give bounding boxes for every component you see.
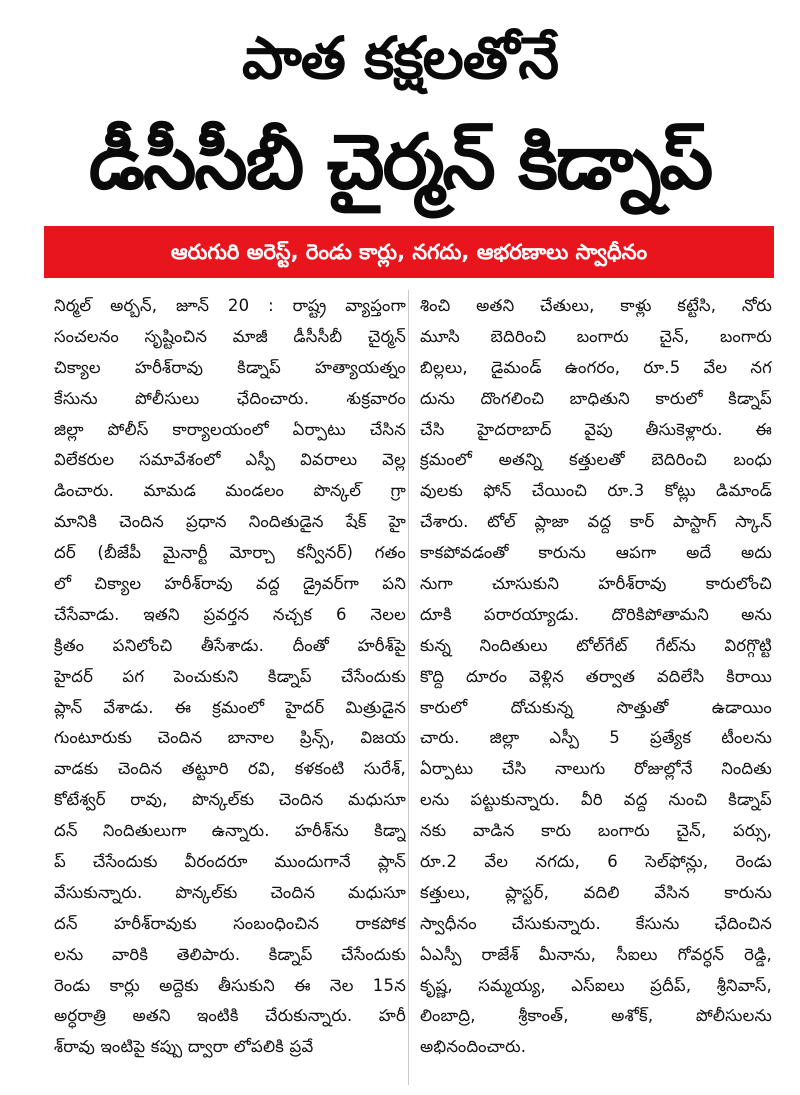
article-line: గుంటూరుకు చెందిన బానాల ప్రిన్స్, విజయ (54, 728, 406, 748)
article-line: డించారు. మామడ మండలం పొన్కల్ గ్రా (54, 481, 406, 501)
article-line: చేశారు. టోల్ ప్లాజా వద్ద కార్ పాస్టాగ్ స్కాన్ (420, 512, 772, 532)
article-left-column (54, 291, 406, 1063)
article-line: చేసి హైదరాబాద్ వైపు తీసుకెళ్లారు. ఈ (420, 419, 772, 439)
article-line: దర్ (బీజేపీ మైనార్టీ మోర్చా కన్వీనర్) గతం (54, 543, 406, 563)
article-line: కేసును పోలీసులు ఛేదించారు. శుక్రవారం (54, 388, 406, 408)
article-line: స్వాధీనం చేసుకున్నారు. కేసును ఛేదించిన (420, 913, 772, 933)
article-line: రూ.2 వేల నగదు, 6 సెల్‌ఫోన్లు, రెండు (420, 852, 772, 872)
article-line: కత్తులు, ప్లాస్టర్, వదిలి వేసిన కారును (420, 882, 772, 902)
article-line: దన్ హరీశ్‌రావుకు సంబంధించిన రాకపోక (54, 913, 406, 933)
article-line: చేసేవాడు. ఇతని ప్రవర్తన నచ్చక 6 నెలల (54, 604, 406, 624)
article-line: అర్ధరాత్రి అతని ఇంటికి చేరుకున్నారు. హరీ (54, 1006, 406, 1026)
article-line: హైదర్ పగ పెంచుకుని కిడ్నాప్ చేసేందుకు (54, 666, 406, 686)
article-line: మానికి చెందిన ప్రధాన నిందితుడైన షేక్ హై (54, 512, 406, 532)
subheadline-banner: ఆరుగురి అరెస్ట్, రెండు కార్లు, నగదు, ఆభరణాలు స్వాధీనం (44, 226, 774, 278)
article-line: నకు వాడిన కారు బంగారు చైన్, పర్సు, (420, 821, 772, 841)
article-line: లో చిక్యాల హరీశ్‌రావు వద్ద డ్రైవర్‌గా పని (54, 574, 406, 594)
article-line: దూకి పరారయ్యాడు. దొరికిపోతామని అను (420, 604, 772, 624)
headline-line-2: డీసీసీబీ చైర్మన్ కిడ్నాప్ (88, 117, 712, 206)
article-line: క్రమంలో అతన్ని కత్తులతో బెదిరించి బంధు (420, 450, 772, 470)
article-line: శ్‌రావు ఇంటిపై కప్పు ద్వారా లోపలికి ప్రవే (54, 1037, 314, 1057)
article-line: ప్ చేసేందుకు వీరందరూ ముందుగానే ప్లాన్ (54, 852, 406, 872)
article-line: కున్న నిందితులు టోల్‌గేట్ గేట్‌ను విరగ్గొట్టి (420, 635, 772, 655)
article-line: కృష్ణ, సమ్మయ్య, ఎస్ఐలు ప్రదీప్, శ్రీనివాస్, (420, 975, 772, 995)
article-line: రెండు కార్లు అద్దెకు తీసుకుని ఈ నెల 15న (54, 975, 406, 995)
article-line: వులకు ఫోన్ చేయించి రూ.3 కోట్లు డిమాండ్ (420, 481, 772, 501)
article-line: ఏర్పాటు చేసి నాలుగు రోజుల్లోనే నిందితు (420, 759, 772, 779)
article-line: లింబాద్రి, శ్రీకాంత్, అశోక్, పోలీసులను (420, 1006, 772, 1026)
article-line: లను వారికి తెలిపారు. కిడ్నాప్ చేసేందుకు (54, 944, 406, 964)
article-line: కోటేశ్వర్ రావు, పొన్కల్‌కు చెందిన మధుసూ (54, 790, 406, 810)
article-line: చిక్యాల హరీశ్‌రావు కిడ్నాప్ హత్యాయత్నం (54, 357, 406, 377)
article-line: కారులో దోచుకున్న సొత్తుతో ఉడాయిం (420, 697, 772, 717)
article-line: కాకపోవడంతో కారును ఆపగా అదే అదు (420, 543, 772, 563)
article-line: చారు. జిల్లా ఎస్పీ 5 ప్రత్యేక టీంలను (420, 728, 772, 748)
article-line: సంచలనం సృష్టించిన మాజీ డీసీసీబీ చైర్మన్ (54, 326, 406, 346)
article-line: నిర్మల్ అర్బన్, జూన్ 20 : రాష్ట్ర వ్యాప్తంగా (54, 296, 406, 315)
article-line: దన్ నిందితులుగా ఉన్నారు. హరీశ్‌ను కిడ్నా (54, 821, 406, 841)
article-line: జిల్లా పోలీస్ కార్యాలయంలో ఏర్పాటు చేసిన (54, 419, 406, 439)
article-line: నుగా చూసుకుని హరీశ్‌రావు కారులోంచి (420, 574, 772, 594)
article-line: అభినందించారు. (420, 1037, 527, 1057)
article-line: లను పట్టుకున్నారు. వీరి వద్ద నుంచి కిడ్నాప్ (420, 790, 772, 810)
article-line: విలేకరుల సమావేశంలో ఎస్పీ వివరాలు వెల్ల (54, 450, 406, 470)
article-line: మూసి బెదిరించి బంగారు చైన్, బంగారు (420, 326, 772, 346)
column-divider (408, 290, 409, 1085)
article-line: శించి అతని చేతులు, కాళ్లు కట్టేసి, నోరు (420, 296, 772, 315)
article-line: ఏఎస్పీ రాజేశ్ మీనాను, సీఐలు గోవర్ధన్ రెడ్డి, (420, 944, 772, 964)
article-line: ప్లాన్ వేశాడు. ఈ క్రమంలో హైదర్ మిత్రుడైన (54, 697, 406, 717)
article-right-column (420, 291, 772, 1063)
article-line: వాడకు చెందిన తట్టూరి రవి, కళకంటి సురేశ్, (54, 759, 406, 779)
article-line: బిల్లలు, డైమండ్ ఉంగరం, రూ.5 వేల నగ (420, 357, 772, 377)
article-line: వేసుకున్నారు. పొన్కల్‌కు చెందిన మధుసూ (54, 882, 406, 902)
article-line: కొద్ది దూరం వెళ్లిన తర్వాత వదిలేసి కిరాయి (420, 666, 772, 686)
article-line: క్రితం పనిలోంచి తీసేశాడు. దీంతో హరీశ్‌పై (54, 635, 406, 655)
article-line: దును దొంగలించి బాధితుని కారులో కిడ్నాప్ (420, 388, 772, 408)
headline-line-1: పాత కక్షలతోనే (241, 24, 559, 92)
